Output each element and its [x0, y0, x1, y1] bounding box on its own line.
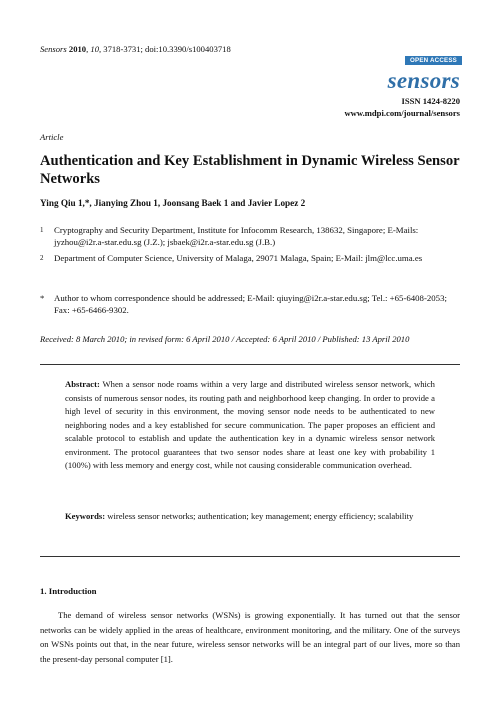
- author-list: Ying Qiu 1,*, Jianying Zhou 1, Joonsang Baek 1 and Javier Lopez 2: [40, 198, 306, 208]
- citation-journal: Sensors: [40, 44, 67, 54]
- affiliation-text: Cryptography and Security Department, Institute for Infocomm Research, 138632, Singapore; E-Mails: jyzhou@i2r.a-star.edu.sg (J.Z.); jsbaek@i2r.a-star.edu.sg (J.B.): [54, 225, 419, 247]
- citation-year: 2010: [68, 44, 87, 54]
- journal-url[interactable]: www.mdpi.com/journal/sensors: [344, 108, 460, 118]
- journal-logo: sensors: [387, 68, 460, 93]
- citation-line: Sensors 2010, 10, 3718-3731; doi:10.3390/s100403718: [40, 44, 231, 54]
- affiliation-number: 1: [40, 226, 44, 234]
- citation-volume: 10: [90, 44, 99, 54]
- abstract-block: [65, 378, 435, 473]
- correspondence-text: Author to whom correspondence should be addressed; E-Mail: qiuying@i2r.a-star.edu.sg; Tel.: +65-6408-2053; Fax: +65-6466-9302.: [54, 293, 447, 315]
- affiliation-text: Department of Computer Science, University of Malaga, 29071 Malaga, Spain; E-Mail: jlm@lcc.uma.es: [54, 253, 423, 263]
- keywords-block: [65, 510, 435, 524]
- keywords-text: wireless sensor networks; authentication; key management; energy efficiency; scalability: [107, 511, 414, 521]
- divider-bottom: [40, 556, 460, 557]
- open-access-badge: OPEN ACCESS: [405, 56, 462, 65]
- affiliation-number: 2: [40, 254, 44, 262]
- keywords-label: Keywords:: [65, 511, 106, 521]
- abstract-label: Abstract:: [65, 379, 100, 389]
- section-heading: 1. Introduction: [40, 586, 97, 596]
- publication-dates: Received: 8 March 2010; in revised form: 6 April 2010 / Accepted: 6 April 2010 / Published: 13 April 2010: [40, 334, 410, 344]
- correspondence-mark: *: [40, 293, 45, 303]
- article-type: Article: [40, 132, 64, 142]
- divider-top: [40, 364, 460, 365]
- intro-paragraph: The demand of wireless sensor networks (WSNs) is growing exponentially. It has turned out that the sensor networks can be widely applied in the areas of healthcare, environment monitoring, and the military. One of the surveys on WSNs points out that, in the near future, wireless sensor networks will be an integral part of our lives, more so than the present-day personal computer [1].: [40, 610, 460, 664]
- citation-rest: , 3718-3731; doi:10.3390/s100403718: [98, 44, 231, 54]
- paper-title: Authentication and Key Establishment in Dynamic Wireless Sensor Networks: [40, 153, 460, 187]
- abstract-text: When a sensor node roams within a very large and distributed wireless sensor network, which consists of numerous sensor nodes, its routing path and neighborhood keep changing. In order to provide a high level of security in this environment, the moving sensor node needs to be authenticated to new neighboring nodes and a key established for secure communication. The paper proposes an efficient and scalable protocol to establish and update the authentication key in a dynamic wireless sensor network environment. The protocol guarantees that two sensor nodes share at least one key with probability 1 (100%) with less memory and energy cost, while not causing considerable communication overhead.: [65, 379, 435, 470]
- issn: ISSN 1424-8220: [401, 96, 460, 106]
